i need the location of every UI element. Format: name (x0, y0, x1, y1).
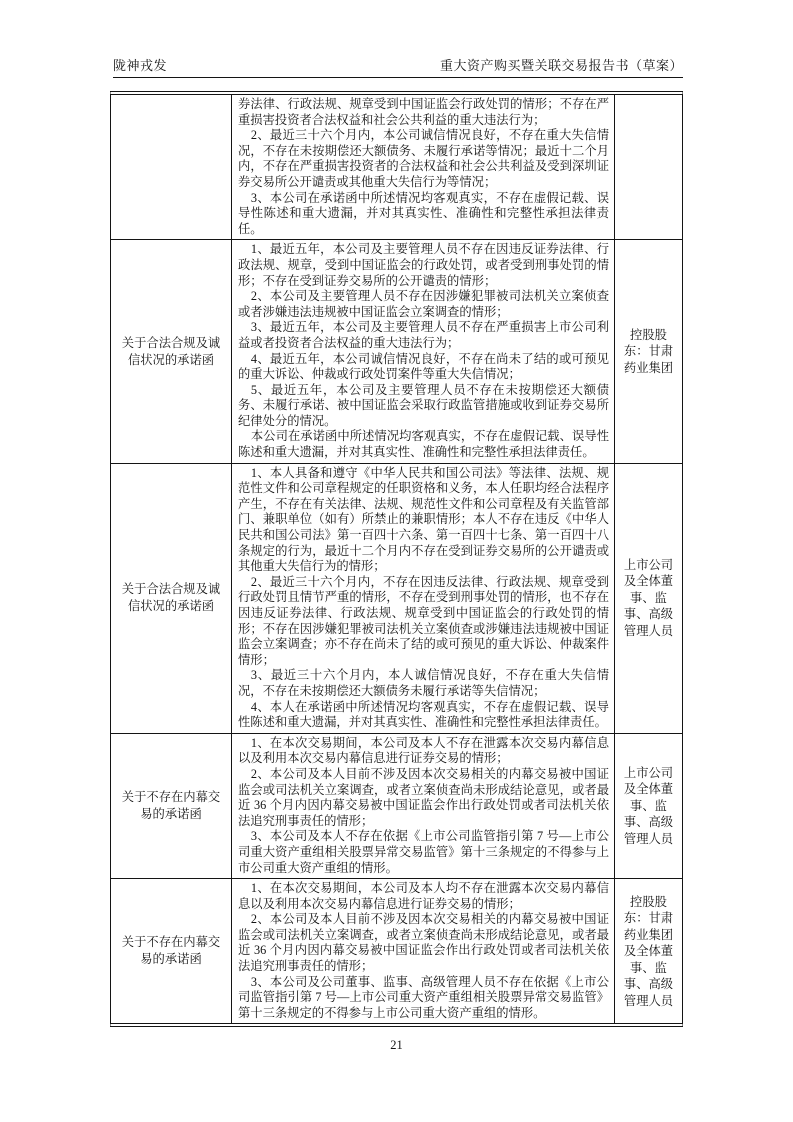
content-paragraph: 1、在本次交易期间，本公司及本人均不存在泄露本次交易内幕信息以及利用本次交易内幕信息进行证券交易的情形； (238, 881, 609, 911)
commitment-content-cell (231, 734, 615, 878)
content-paragraph: 2、本公司及本人目前不涉及因本次交易相关的内幕交易被中国证监会或司法机关立案调查，或者立案侦查尚未形成结论意见，或者最近 36 个月内因内幕交易被中国证监会作出行政处罚或者司法机关依法追究刑事责任的情形； (238, 766, 609, 828)
commitment-party-cell (615, 95, 682, 239)
commitment-content-cell (231, 240, 615, 462)
commitment-name-cell: 关于不存在内幕交易的承诺函 (121, 789, 221, 821)
header-report-title: 重大资产购买暨关联交易报告书（草案） (439, 58, 683, 73)
content-paragraph: 4、最近五年，本公司诚信情况良好，不存在尚未了结的或可预见的重大诉讼、仲裁或行政处罚案件等重大失信情况； (238, 351, 609, 382)
table-row (111, 878, 682, 1023)
commitment-party-cell: 控股股东：甘肃药业集团 (623, 327, 674, 375)
content-paragraph: 3、本公司及本人不存在依据《上市公司监管指引第 7 号—上市公司重大资产重组相关股票异常交易监管》第十三条规定的不得参与上市公司重大资产重组的情形。 (238, 829, 609, 875)
page-header (113, 55, 683, 74)
table-row (111, 733, 682, 878)
content-paragraph: 5、最近五年，本公司及主要管理人员不存在未按期偿还大额债务、未履行承诺、被中国证监会采取行政监管措施或收到证券交易所纪律处分的情况。 (238, 382, 609, 428)
content-paragraph: 1、在本次交易期间，本公司及本人不存在泄露本次交易内幕信息以及利用本次交易内幕信息进行证券交易的情形； (238, 735, 609, 766)
page-number: 21 (390, 1038, 403, 1052)
content-paragraph: 2、本公司及主要管理人员不存在因涉嫌犯罪被司法机关立案侦查或者涉嫌违法违规被中国证监会立案调查的情形； (238, 289, 609, 319)
table-row (111, 239, 682, 462)
commitment-content-cell (231, 464, 615, 733)
content-paragraph: 3、本公司及公司董事、监事、高级管理人员不存在依据《上市公司监管指引第 7 号—上市公司重大资产重组相关股票异常交易监管》第十三条规定的不得参与上市公司重大资产重组的情形。 (238, 974, 609, 1020)
content-paragraph: 2、本公司及本人目前不涉及因本次交易相关的内幕交易被中国证监会或司法机关立案调查，或者立案侦查尚未形成结论意见，或者最近 36 个月内因内幕交易被中国证监会作出行政处罚或者司法机关依法追究刑事责任的情形； (238, 912, 609, 974)
content-paragraph: 3、最近五年，本公司及主要管理人员不存在严重损害上市公司利益或者投资者合法权益的重大违法行为； (238, 320, 609, 350)
page-footer (0, 1038, 793, 1053)
commitment-party-cell: 上市公司及全体董事、监事、高级管理人员 (623, 765, 674, 846)
header-divider (113, 77, 683, 78)
commitment-content-cell (231, 879, 615, 1023)
header-company-name: 陇神戎发 (113, 58, 168, 73)
table-row (111, 463, 682, 733)
commitment-content-cell (231, 95, 615, 239)
commitment-party-cell: 控股股东：甘肃药业集团及全体董事、监事、高级管理人员 (623, 894, 674, 1008)
content-paragraph: 本公司在承诺函中所述情况均客观真实，不存在虚假记载、误导性陈述和重大遗漏，并对其真实性、准确性和完整性承担法律责任。 (238, 429, 609, 460)
content-paragraph: 券法律、行政法规、规章受到中国证监会行政处罚的情形；不存在严重损害投资者合法权益和社会公共利益的重大违法行为； (238, 97, 609, 127)
commitment-party-cell: 上市公司及全体董事、监事、高级管理人员 (623, 557, 674, 638)
commitment-name-cell (111, 95, 231, 239)
table-row (111, 95, 682, 239)
content-paragraph: 2、最近三十六个月内，不存在因违反法律、行政法规、规章受到行政处罚且情节严重的情形，不存在受到刑事处罚的情形，也不存在因违反证券法律、行政法规、规章受到中国证监会的行政处罚的情形；不存在因涉嫌犯罪被司法机关立案侦查或涉嫌违法违规被中国证监会立案调查；亦不存在尚未了结的或可预见的重大诉讼、仲裁案件情形； (238, 574, 609, 667)
commitment-name-cell: 关于合法合规及诚信状况的承诺函 (121, 582, 221, 614)
content-paragraph: 1、最近五年，本公司及主要管理人员不存在因违反证券法律、行政法规、规章，受到中国证监会的行政处罚，或者受到刑事处罚的情形；不存在受到证券交易所的公开谴责的情形； (238, 242, 609, 288)
commitments-table (110, 91, 683, 1027)
content-paragraph: 3、最近三十六个月内，本人诚信情况良好，不存在重大失信情况，不存在未按期偿还大额债务未履行承诺等失信情况； (238, 668, 609, 698)
content-paragraph: 3、本公司在承诺函中所述情况均客观真实，不存在虚假记载、误导性陈述和重大遗漏，并对其真实性、准确性和完整性承担法律责任。 (238, 190, 609, 236)
content-paragraph: 1、本人具备和遵守《中华人民共和国公司法》等法律、法规、规范性文件和公司章程规定的任职资格和义务，本人任职均经合法程序产生，不存在有关法律、法规、规范性文件和公司章程及有关监管部门、兼职单位（如有）所禁止的兼职情形；本人不存在违反《中华人民共和国公司法》第一百四十六条、第一百四十七条、第一百四十八条规定的行为，最近十二个月内不存在受到证券交易所的公开谴责或其他重大失信行为的情形； (238, 465, 609, 574)
content-paragraph: 2、最近三十六个月内，本公司诚信情况良好，不存在重大失信情况，不存在未按期偿还大额债务、未履行承诺等情况；最近十二个月内，不存在严重损害投资者的合法权益和社会公共利益及受到深圳证券交易所公开谴责或其他重大失信行为等情况； (238, 128, 609, 189)
content-paragraph: 4、本人在承诺函中所述情况均客观真实，不存在虚假记载、误导性陈述和重大遗漏，并对其真实性、准确性和完整性承担法律责任。 (238, 699, 609, 730)
commitment-name-cell: 关于不存在内幕交易的承诺函 (121, 935, 221, 967)
commitment-name-cell: 关于合法合规及诚信状况的承诺函 (121, 335, 221, 367)
